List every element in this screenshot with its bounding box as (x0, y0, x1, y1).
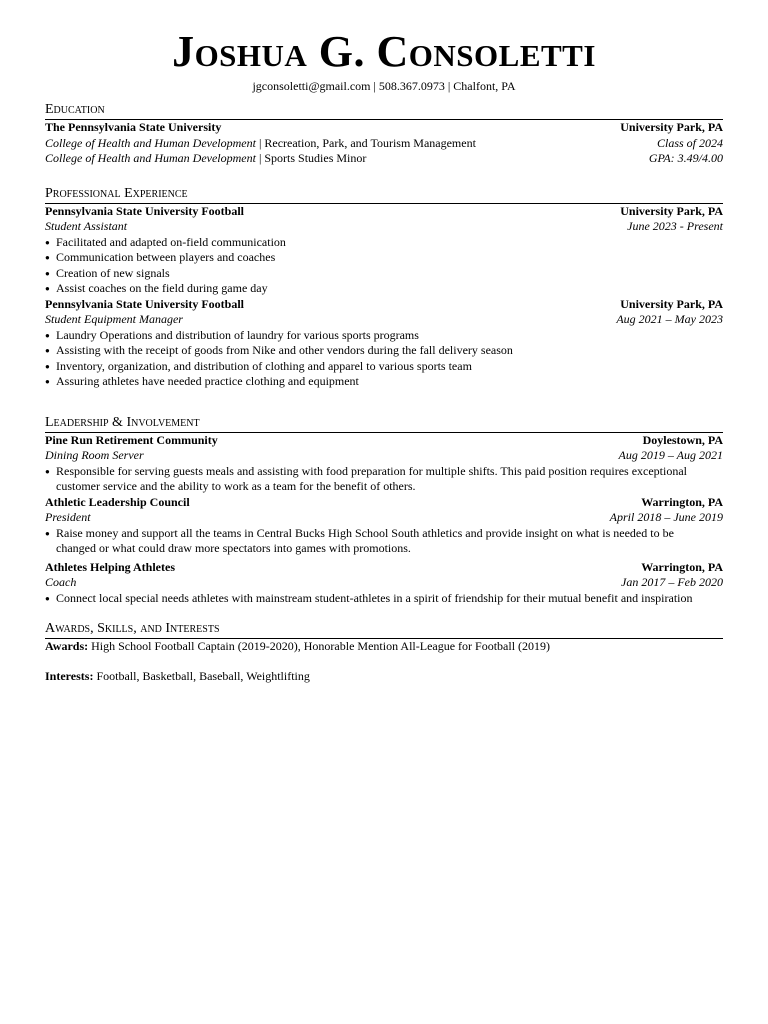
bullet-line: changed or what could draw more spectators into games with promotions. (56, 541, 411, 555)
awards-label: Awards: (45, 639, 89, 653)
leadership-bullets (45, 464, 723, 495)
job-bullet: ● Assuring athletes have needed practice clothing and equipment (45, 374, 723, 390)
education-college: College of Health and Human Development (45, 135, 256, 150)
education-gpa: GPA: 3.49/4.00 (648, 151, 723, 165)
education-minor-text: | Sports Studies Minor (255, 151, 367, 165)
leadership-bullets (45, 526, 723, 557)
leadership-role: Coach (45, 575, 77, 589)
leadership-org: Athletes Helping Athletes (45, 559, 175, 574)
education-minor-row (45, 151, 723, 167)
job-role: Student Assistant (45, 219, 128, 233)
education-college-2: College of Health and Human Development (45, 151, 256, 165)
leadership-entry (45, 495, 723, 557)
leadership-bullet (45, 464, 723, 495)
education-minor (45, 151, 366, 167)
job-org: Pennsylvania State University Football (45, 296, 245, 311)
leadership-header-row (45, 560, 723, 576)
spacer (45, 655, 723, 669)
job-bullet: ● Laundry Operations and distribution of laundry for various sports programs (45, 328, 723, 344)
leadership-dates: Aug 2019 – Aug 2021 (618, 448, 723, 462)
job-entry (45, 204, 723, 297)
job-bullet: ● Communication between players and coaches (45, 250, 723, 266)
section-title-awards: Awards, Skills, and Interests (45, 621, 723, 639)
job-bullet: ● Creation of new signals (45, 266, 723, 282)
leadership-header-row (45, 495, 723, 511)
bullet-line: ● Connect local special needs athletes with mainstream student-athletes in a spirit of friendship for their mutual benefit and inspiration (56, 590, 693, 605)
leadership-role-row (45, 448, 723, 464)
leadership-role-row (45, 575, 723, 591)
awards-line (45, 639, 723, 655)
bullet-line: ● Responsible for serving guests meals and assisting with food preparation for multiple shifts. This paid position requires exceptional (56, 463, 688, 478)
bullet-line: ● Raise money and support all the teams in Central Bucks High School South athletics and provide insight on what is needed to be (56, 525, 674, 540)
leadership-location: Doylestown, PA (642, 432, 723, 447)
education-location: University Park, PA (620, 120, 723, 134)
job-org: Pennsylvania State University Football (45, 203, 245, 218)
job-bullet: ● Assisting with the receipt of goods from Nike and other vendors during the fall delivery season (45, 343, 723, 359)
section-title-education: Education (45, 102, 723, 120)
job-role: Student Equipment Manager (45, 312, 183, 326)
section-title-leadership: Leadership & Involvement (45, 415, 723, 433)
job-role-row (45, 219, 723, 235)
candidate-name: Joshua G. Consoletti (172, 27, 596, 76)
job-bullets (45, 235, 723, 297)
job-header-row (45, 204, 723, 220)
leadership-role: Dining Room Server (45, 448, 144, 462)
interests-text: Football, Basketball, Baseball, Weightlifting (93, 668, 310, 683)
education-header-row (45, 120, 723, 136)
leadership-org: Pine Run Retirement Community (45, 432, 218, 447)
contact-line: jgconsoletti@gmail.com | 508.367.0973 | Chalfont, PA (252, 79, 516, 93)
leadership-role-row (45, 510, 723, 526)
leadership-org: Athletic Leadership Council (45, 494, 190, 509)
job-bullet: ● Facilitated and adapted on-field communication (45, 235, 723, 251)
job-bullet: ● Assist coaches on the field during game day (45, 281, 723, 297)
leadership-dates: Jan 2017 – Feb 2020 (621, 575, 723, 589)
leadership-bullet (45, 526, 723, 557)
job-role-row (45, 312, 723, 328)
job-bullets (45, 328, 723, 390)
interests-label: Interests: (45, 668, 94, 683)
bullet-line: customer service and the ability to work as a team for the benefit of others. (56, 479, 416, 493)
education-major-text: | Recreation, Park, and Tourism Management (255, 135, 476, 150)
leadership-role: President (45, 510, 91, 524)
leadership-entry (45, 433, 723, 495)
leadership-bullet (45, 591, 723, 607)
job-dates: June 2023 - Present (627, 219, 723, 233)
leadership-bullets (45, 591, 723, 607)
interests-line (45, 669, 723, 685)
leadership-entry (45, 560, 723, 607)
section-title-experience: Professional Experience (45, 186, 723, 204)
job-dates: Aug 2021 – May 2023 (616, 312, 723, 326)
job-location: University Park, PA (620, 296, 723, 311)
leadership-header-row (45, 433, 723, 449)
leadership-location: Warrington, PA (641, 494, 723, 509)
education-major (45, 136, 476, 152)
education-major-row (45, 136, 723, 152)
job-bullet: ● Inventory, organization, and distribution of clothing and apparel to various sports team (45, 359, 723, 375)
job-header-row (45, 297, 723, 313)
leadership-location: Warrington, PA (641, 559, 723, 574)
leadership-dates: April 2018 – June 2019 (609, 510, 723, 524)
job-location: University Park, PA (620, 203, 723, 218)
education-class-year: Class of 2024 (656, 135, 723, 150)
awards-text: High School Football Captain (2019-2020), Honorable Mention All-League for Football (2019) (88, 639, 551, 653)
job-entry (45, 297, 723, 390)
resume-content (45, 0, 723, 684)
education-school: The Pennsylvania State University (45, 120, 222, 134)
